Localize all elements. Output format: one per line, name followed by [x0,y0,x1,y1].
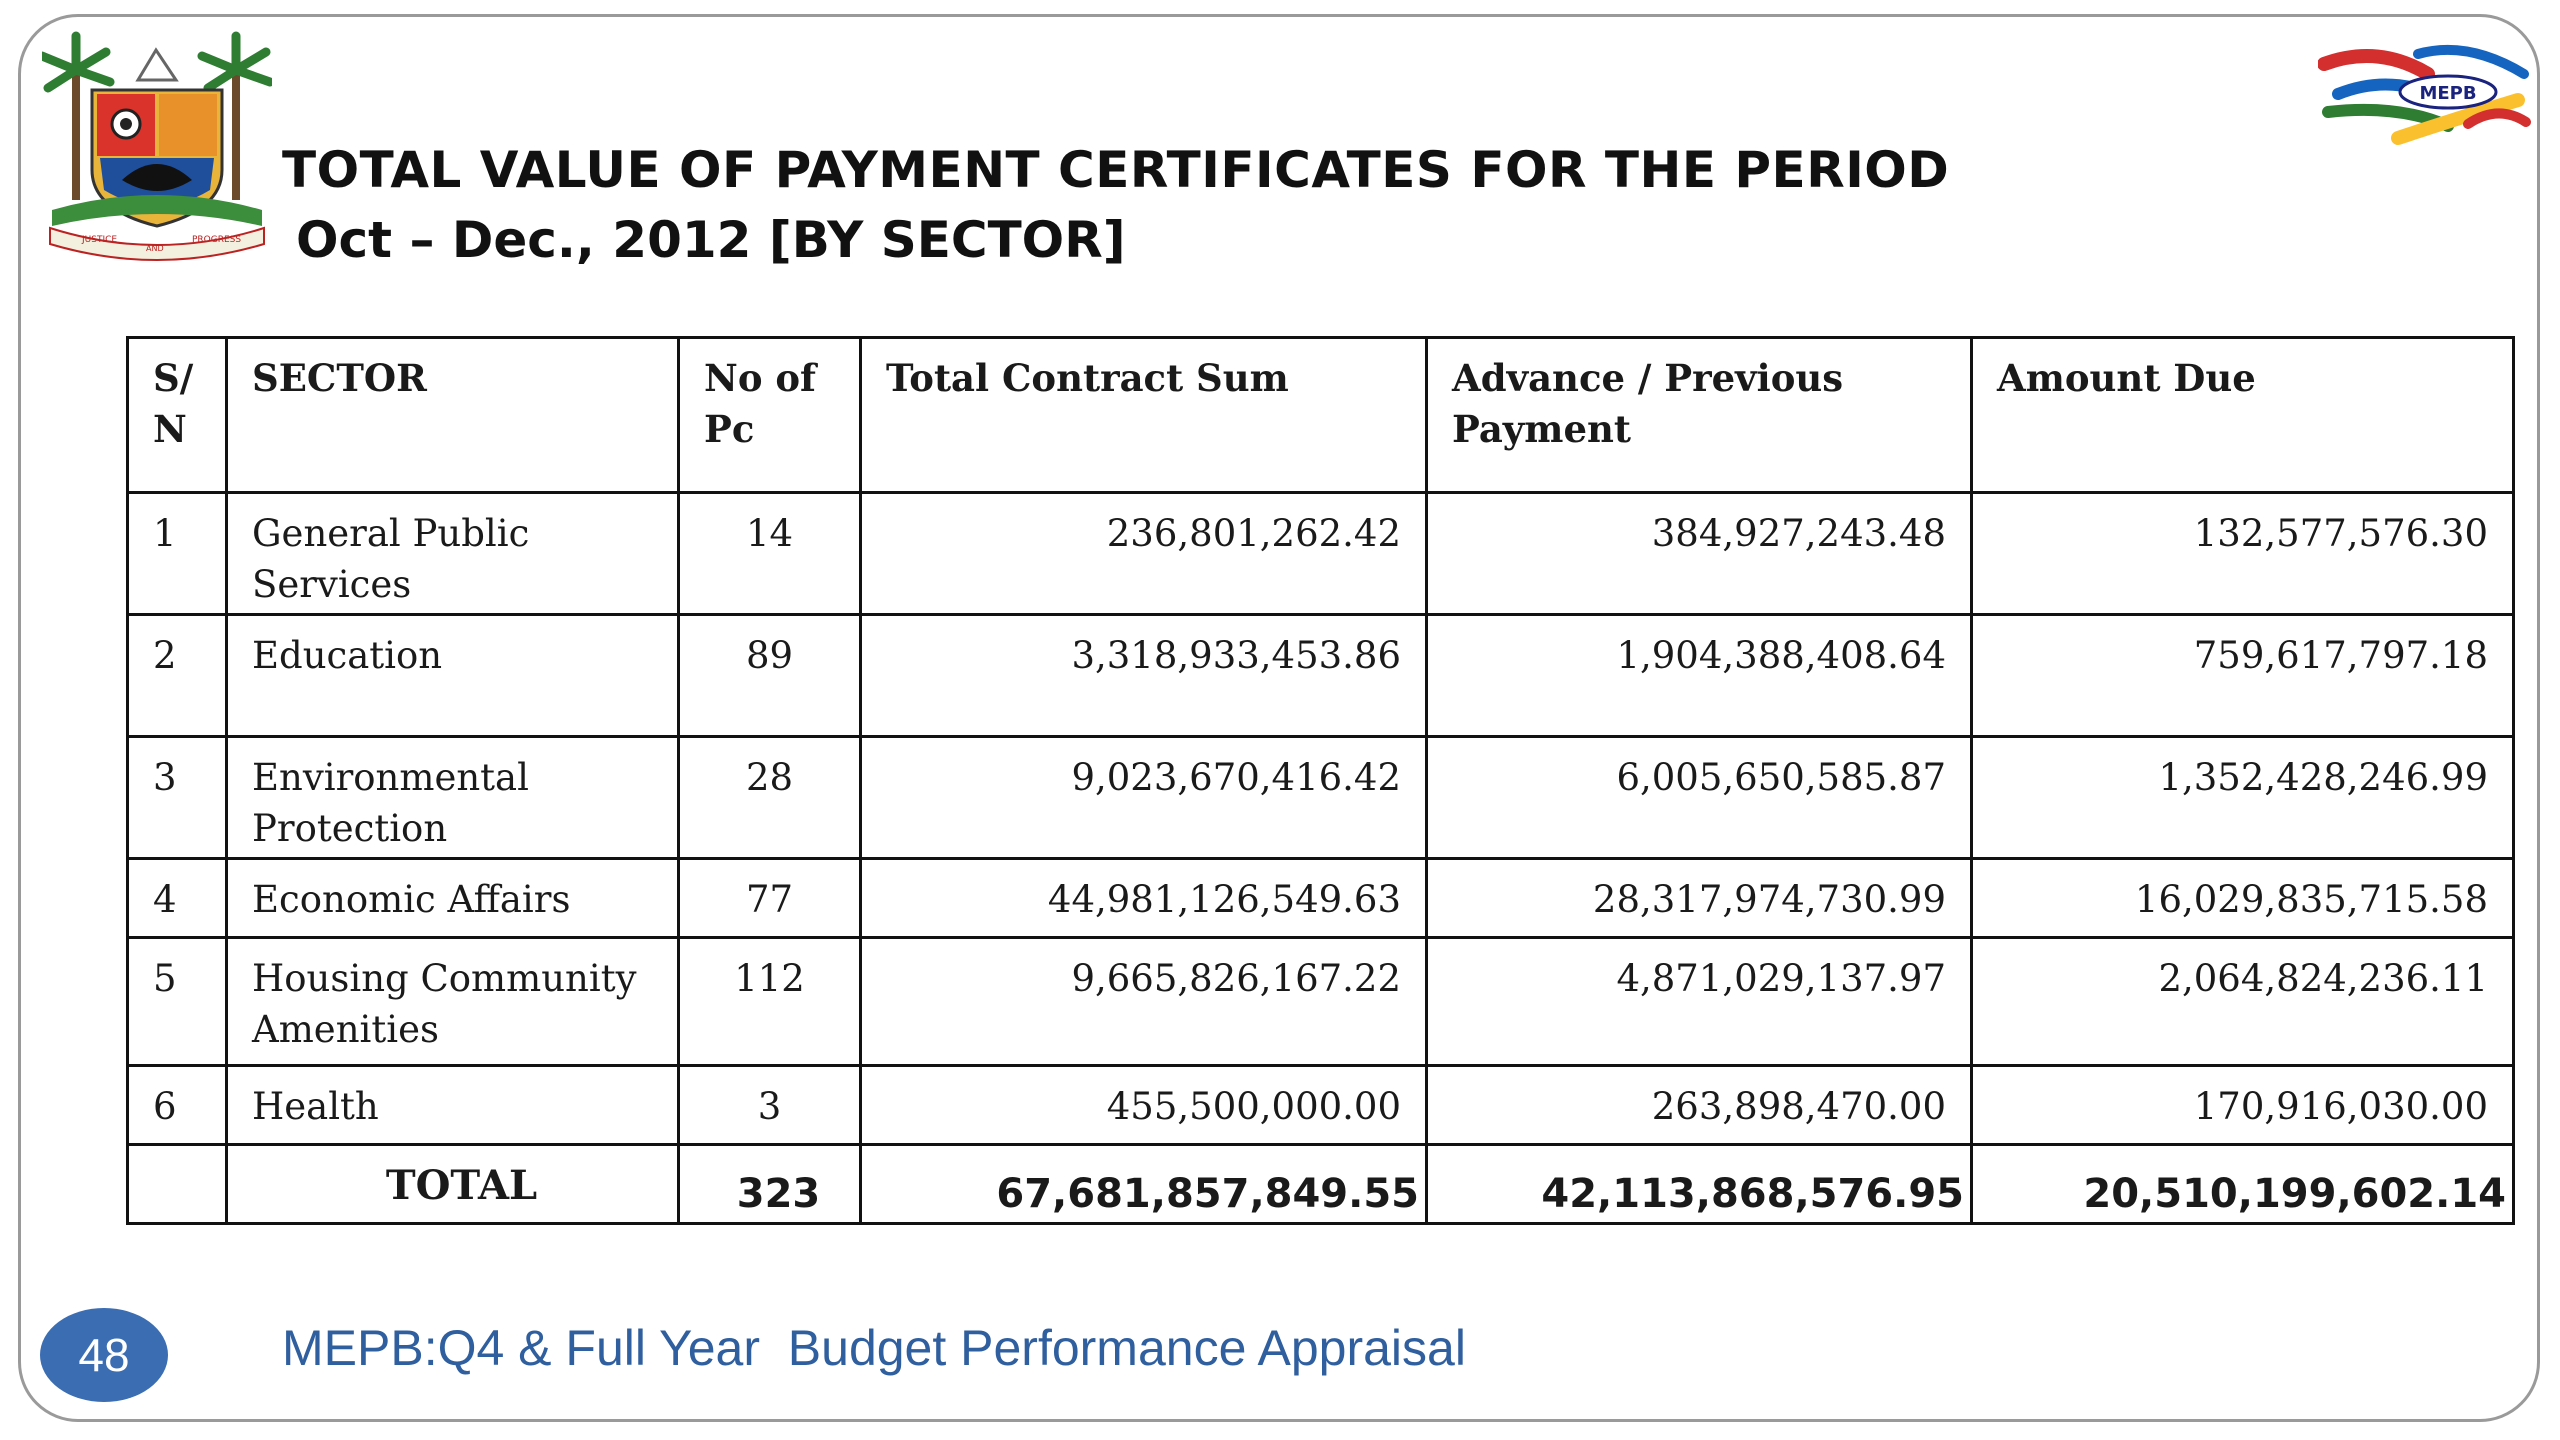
state-crest-logo [42,30,272,262]
cell-sn: 3 [128,737,227,859]
cell-no-of-pc: 89 [679,615,861,737]
cell-total-contract-sum: 455,500,000.00 [861,1066,1427,1145]
cell-sector: General Public Services [227,493,679,615]
cell-no-of-pc: 14 [679,493,861,615]
table-row [128,859,2514,938]
table-header-row [128,338,2514,493]
cell-sector: Housing Community Amenities [227,938,679,1066]
cell-sn: 5 [128,938,227,1066]
cell-sector: Education [227,615,679,737]
cell-total-contract-sum: 44,981,126,549.63 [861,859,1427,938]
cell-sn-empty [128,1145,227,1224]
cell-sector: Economic Affairs [227,859,679,938]
table-row [128,938,2514,1066]
table-row [128,1066,2514,1145]
table-total-row [128,1145,2514,1224]
cell-total-contract-sum: 3,318,933,453.86 [861,615,1427,737]
header-sn: S/ N [128,338,227,493]
mepb-logo [2318,34,2532,152]
cell-amount-due: 170,916,030.00 [1972,1066,2514,1145]
cell-total-contract-sum: 9,023,670,416.42 [861,737,1427,859]
cell-total-contract-sum: 236,801,262.42 [861,493,1427,615]
cell-advance-previous-payment: 28,317,974,730.99 [1427,859,1972,938]
cell-sector: Environmental Protection [227,737,679,859]
cell-amount-due: 16,029,835,715.58 [1972,859,2514,938]
cell-no-of-pc: 28 [679,737,861,859]
cell-advance-previous-payment: 263,898,470.00 [1427,1066,1972,1145]
header-amount-due: Amount Due [1972,338,2514,493]
page-title: TOTAL VALUE OF PAYMENT CERTIFICATES FOR THE PERIOD [282,141,1950,199]
cell-sn: 4 [128,859,227,938]
cell-sn: 1 [128,493,227,615]
cell-no-of-pc: 112 [679,938,861,1066]
crest-motto-right: PROGRESS [192,235,242,245]
cell-amount-due: 759,617,797.18 [1972,615,2514,737]
cell-total-contract-sum: 9,665,826,167.22 [861,938,1427,1066]
page-subtitle: Oct – Dec., 2012 [BY SECTOR] [296,211,1126,269]
total-label: TOTAL [227,1145,679,1224]
cell-advance-previous-payment: 384,927,243.48 [1427,493,1972,615]
cell-advance-previous-payment: 6,005,650,585.87 [1427,737,1972,859]
cell-sector: Health [227,1066,679,1145]
total-amount-due: 20,510,199,602.14 [1972,1145,2514,1224]
cell-amount-due: 132,577,576.30 [1972,493,2514,615]
crest-motto-left: JUSTICE [82,235,118,245]
cell-no-of-pc: 3 [679,1066,861,1145]
cell-advance-previous-payment: 4,871,029,137.97 [1427,938,1972,1066]
cell-sn: 2 [128,615,227,737]
cell-amount-due: 2,064,824,236.11 [1972,938,2514,1066]
page-number-badge: 48 [40,1308,168,1402]
cell-advance-previous-payment: 1,904,388,408.64 [1427,615,1972,737]
table-row [128,493,2514,615]
header-sector: SECTOR [227,338,679,493]
total-contract-sum: 67,681,857,849.55 [861,1145,1427,1224]
cell-sn: 6 [128,1066,227,1145]
header-total-contract-sum: Total Contract Sum [861,338,1427,493]
table-row [128,737,2514,859]
payment-certificates-table [126,336,2515,1225]
total-advance-previous-payment: 42,113,868,576.95 [1427,1145,1972,1224]
footer-text: MEPB:Q4 & Full Year Budget Performance Appraisal [282,1320,1466,1376]
header-no-of-pc: No of Pc [679,338,861,493]
mepb-logo-text: MEPB [2419,83,2477,104]
total-no-of-pc: 323 [679,1145,861,1224]
header-advance-previous-payment: Advance / Previous Payment [1427,338,1972,493]
crest-motto-center: AND [146,244,164,253]
table-row [128,615,2514,737]
cell-amount-due: 1,352,428,246.99 [1972,737,2514,859]
cell-no-of-pc: 77 [679,859,861,938]
